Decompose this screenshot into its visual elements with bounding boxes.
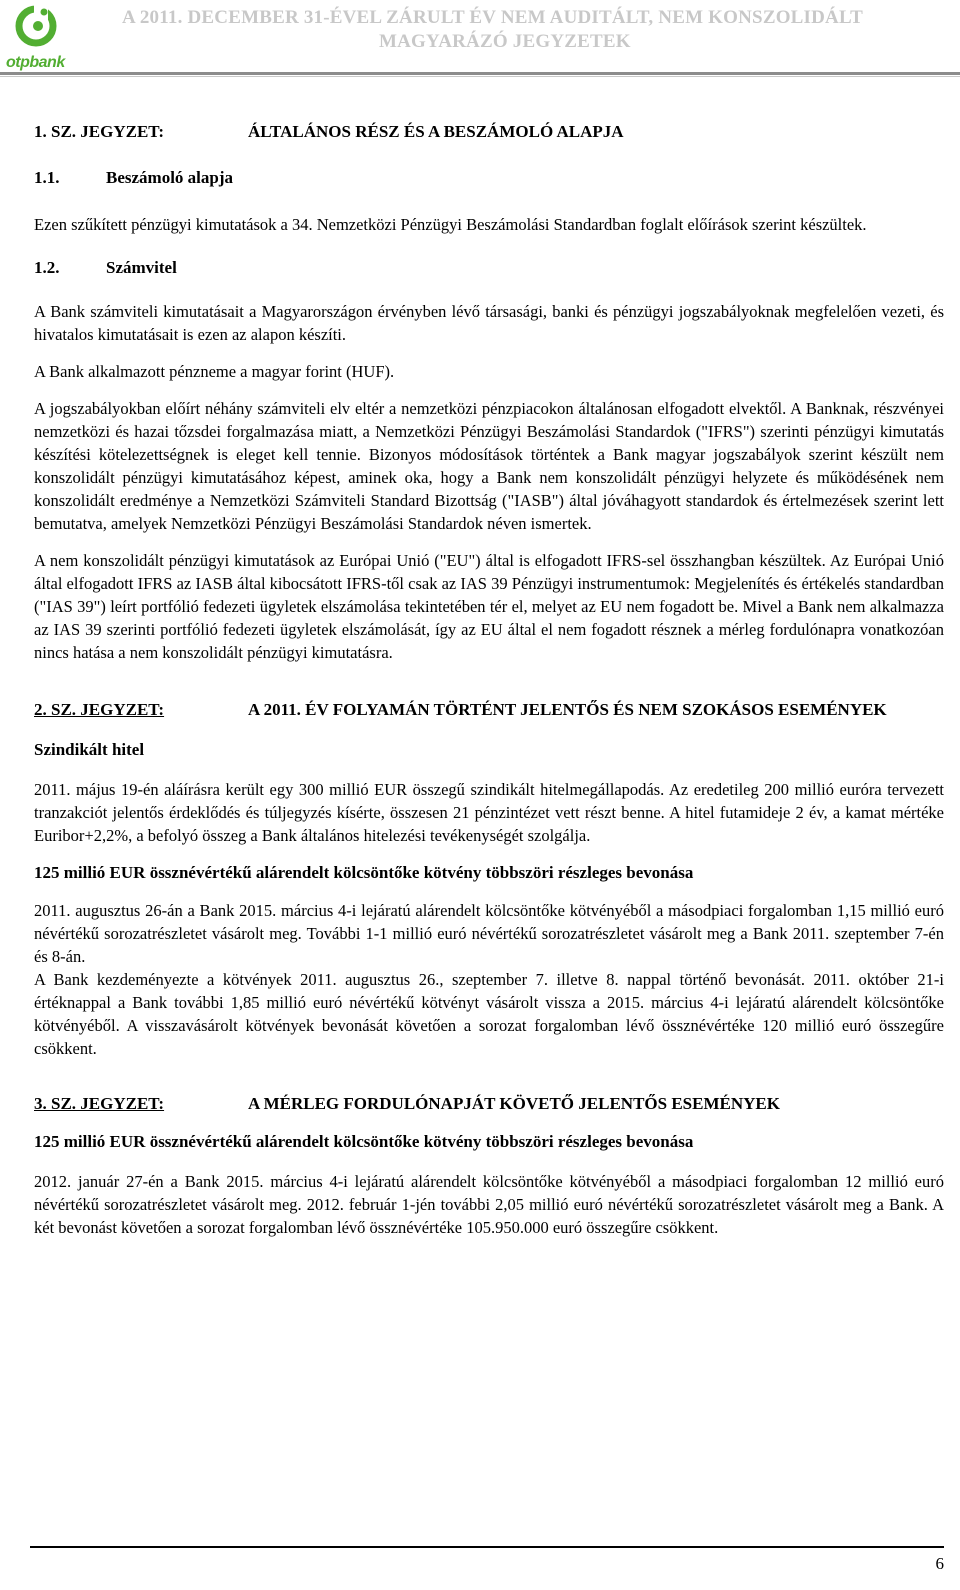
section-1-1-heading [34,166,944,190]
page-number: 6 [935,1554,944,1573]
syndicated-loan-paragraph: 2011. május 19-én aláírásra került egy 300 millió EUR összegű szindikált hitelmegállapodás. Az eredetileg 200 millió euróra tervezett tranzakciót jelentős érdeklődés és túljegyzés kísérte, összesen 21 pénzintézet vett részt benne. A hitel futamideje 2 év, a kamat mértéke Euribor+2,2%, a befolyó összeg a Bank általános hitelezési tevékenységét szolgálja. [34,780,944,845]
header-title-line1: A 2011. DECEMBER 31-ÉVEL ZÁRULT ÉV NEM AUDITÁLT, NEM KONSZOLIDÁLT [122,7,863,28]
footer-rule [30,1546,944,1548]
note-2-title: A 2011. ÉV FOLYAMÁN TÖRTÉNT JELENTŐS ÉS NEM SZOKÁSOS ESEMÉNYEK [248,700,887,719]
note-1-heading [34,120,944,144]
bond-redemption-paragraph-2: A Bank kezdeményezte a kötvények 2011. augusztus 26., szeptember 7. illetve 8. nappal történő bevonását. 2011. október 21-i értéknappal a Bank további 1,85 millió euró névértékű kötvényt vásárolt vissza a 2015. március 4-i lejáratú alárendelt kölcsöntőke kötvényéből. A visszavásárolt kötvények bevonását követően a sorozat forgalomban lévő össznévértéke 120 millió euró összegűre csökkent. [34,970,944,1058]
note-1-number: 1. SZ. JEGYZET: [34,122,165,141]
note-3-title: A MÉRLEG FORDULÓNAPJÁT KÖVETŐ JELENTŐS ESEMÉNYEK [248,1094,780,1113]
note-3-heading [34,1092,944,1116]
note-2-heading [34,698,944,722]
bond-redemption-paragraph-1: 2011. augusztus 26-án a Bank 2015. március 4-i lejáratú alárendelt kölcsöntőke kötvényéből a másodpiaci forgalomban 1,15 millió euró névértékű sorozatrészletet vásárolt meg. További 1-1 millió euró névértékű sorozatrészletet vásárolt meg a Bank 2011. szeptember 7-én és 8-án. [34,901,944,966]
note-2-number: 2. SZ. JEGYZET: [34,700,165,719]
note-3-number: 3. SZ. JEGYZET: [34,1094,165,1113]
header-rule [0,72,960,75]
syndicated-loan-heading: Szindikált hitel [34,740,145,759]
section-1-2-title: Számvitel [106,258,177,277]
section-1-2-heading [34,256,944,280]
bond-redemption-heading: 125 millió EUR össznévértékű alárendelt kölcsöntőke kötvény többszöri részleges bevonása [34,863,694,882]
post-balance-bond-heading: 125 millió EUR össznévértékű alárendelt kölcsöntőke kötvény többszöri részleges bevonása [34,1132,694,1151]
section-1-1-paragraph: Ezen szűkített pénzügyi kimutatások a 34. Nemzetközi Pénzügyi Beszámolási Standardban foglalt előírások szerint készültek. [34,215,867,234]
otpbank-logo-mark [4,4,64,54]
section-1-2-number: 1.2. [34,258,60,277]
otpbank-logo-text: otpbank [6,54,65,71]
document-header-title [122,6,942,54]
section-1-1-title: Beszámoló alapja [106,168,234,187]
page-header [0,0,960,76]
note-1-title: ÁLTALÁNOS RÉSZ ÉS A BESZÁMOLÓ ALAPJA [248,122,624,141]
header-rule-thin [0,76,960,77]
section-1-2-paragraph-3: A jogszabályokban előírt néhány számviteli elv eltér a nemzetközi pénzpiacokon általánosan elfogadott elvektől. A Banknak, részvényei nemzetközi és hazai tőzsdei forgalmazása miatt, a Nemzetközi Pénzügyi Beszámolási Standardok ("IFRS") szerinti pénzügyi kimutatás készítési kötelezettségnek is eleget kell tennie. Bizonyos módosítások történtek a Bank magyar jogszabályok szerint készült nem konszolidált pénzügyi kimutatásához képest, aminek oka, hogy a Bank nem konszolidált pénzügyi helyzete és működésének nem konszolidált eredménye a Nemzetközi Számviteli Standard Bizottság ("IASB") által jóváhagyott standardok és értelmezések szerint lett bemutatva, amelyek Nemzetközi Pénzügyi Beszámolási Standardok néven ismertek. [34,399,944,533]
otpbank-logo [4,4,76,70]
section-1-2-paragraph-1: A Bank számviteli kimutatásait a Magyarországon érvényben lévő társasági, banki és pénzügyi jogszabályoknak megfelelően vezeti, és hivatalos kimutatásait is ezen az alapon készíti. [34,302,944,344]
header-title-line2: MAGYARÁZÓ JEGYZETEK [379,31,631,52]
section-1-2-paragraph-2: A Bank alkalmazott pénzneme a magyar forint (HUF). [34,362,395,381]
document-body [34,120,944,1239]
post-balance-bond-paragraph: 2012. január 27-én a Bank 2015. március 4-i lejáratú alárendelt kölcsöntőke kötvényéből a másodpiaci forgalomban 12 millió euró névértékű sorozatrészletet vásárolt meg. 2012. február 1-jén további 2,05 millió euró névértékű sorozatrészletet vásárolt meg a Bank. A két bevonást követően a sorozat forgalomban lévő össznévértéke 105.950.000 euró összegűre csökkent. [34,1172,944,1237]
section-1-2-paragraph-4: A nem konszolidált pénzügyi kimutatások az Európai Unió ("EU") által is elfogadott IFRS-sel összhangban készültek. Az Európai Unió által elfogadott IFRS az IASB által kibocsátott IFRS-től csak az IAS 39 Pénzügyi instrumentumok: Megjelenítés és értékelés standardban ("IAS 39") leírt portfólió fedezeti ügyletek elszámolása tekintetében tér el, melyet az EU nem fogadott be. Mivel a Bank nem alkalmazza az IAS 39 szerinti portfólió fedezeti ügyletek elszámolását, így az EU által el nem fogadott résznek a mérleg fordulónapra vonatkozóan nincs hatása a nem konszolidált pénzügyi kimutatásra. [34,551,944,662]
section-1-1-number: 1.1. [34,168,60,187]
